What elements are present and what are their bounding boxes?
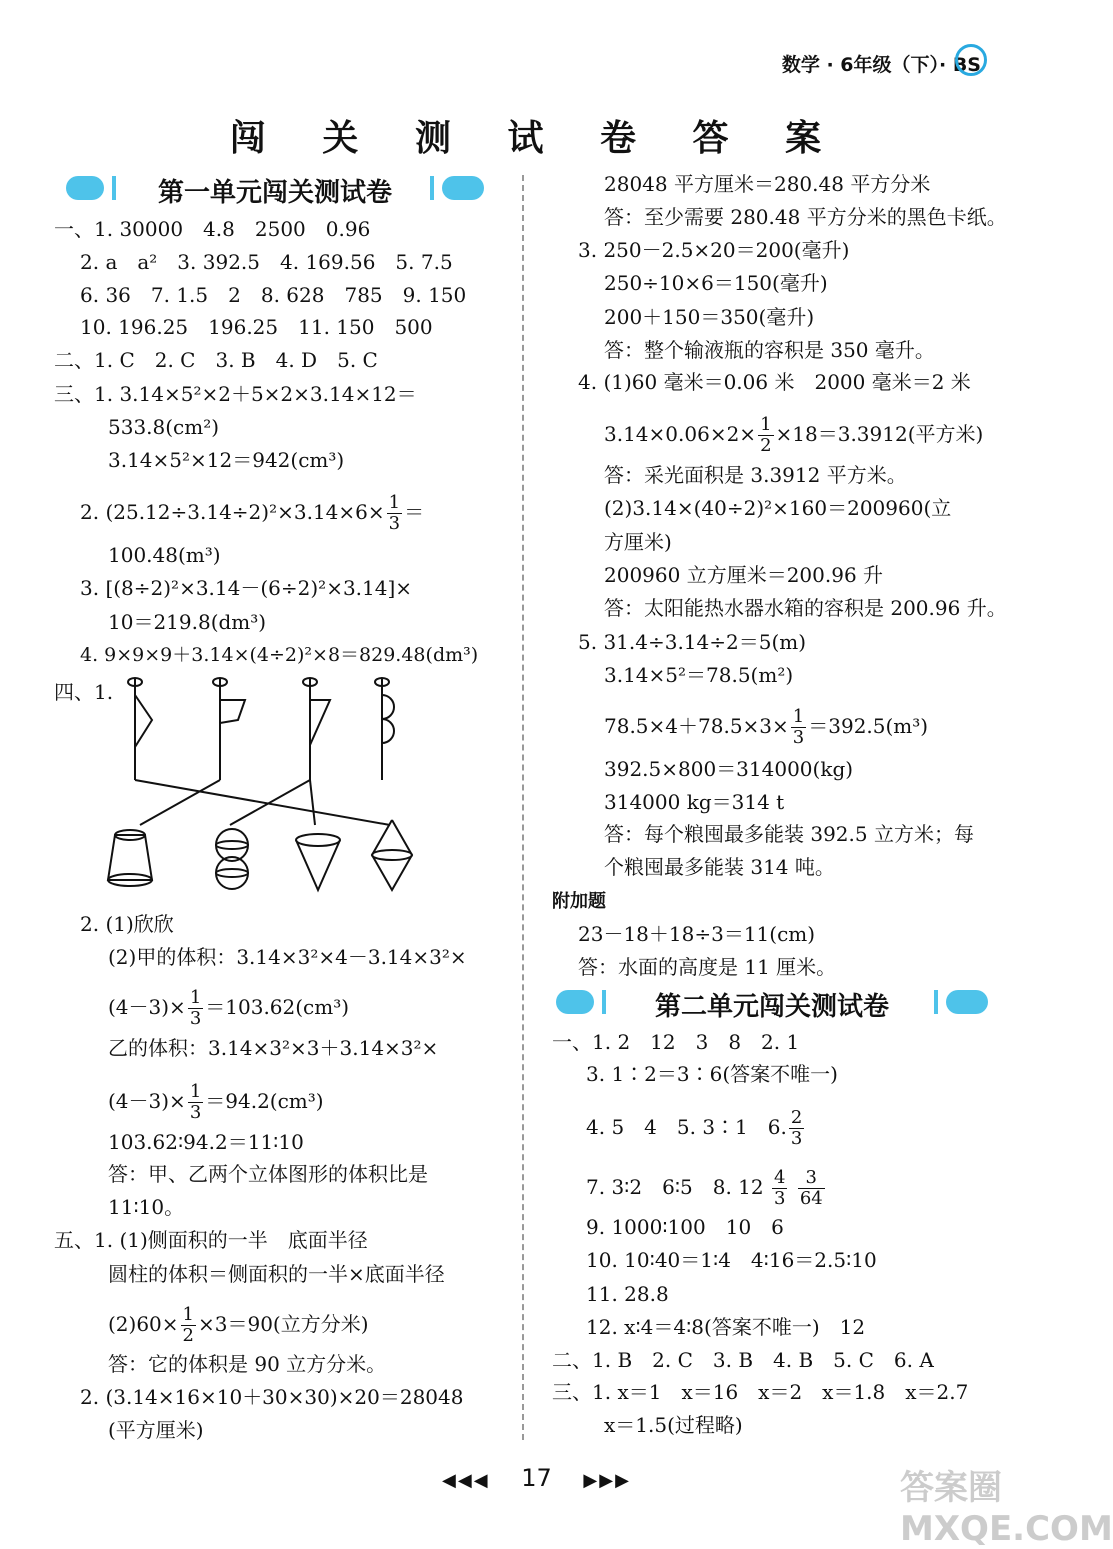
answer-line: 2. (3.14×16×10＋30×30)×20＝28048 xyxy=(80,1385,464,1409)
answer-line: 250÷10×6＝150(毫升) xyxy=(604,271,828,295)
answer-line: 答：采光面积是 3.3912 平方米。 xyxy=(604,463,907,487)
answer-line: 答：每个粮囤最多能装 392.5 立方米；每 xyxy=(604,822,974,846)
answer-line: (2)甲的体积：3.14×3²×4－3.14×3²× xyxy=(108,945,467,969)
bonus-heading: 附加题 xyxy=(552,891,606,912)
answer-line: 2. (25.12÷3.14÷2)²×3.14×6× $\frac{1}{3}$ ＝ xyxy=(80,492,425,534)
answer-line: 3. [(8÷2)²×3.14－(6÷2)²×3.14]× xyxy=(80,576,413,600)
answer-line: 23－18＋18÷3＝11(cm) xyxy=(578,922,816,946)
answer-line: 3.14×5²＝78.5(m²) xyxy=(604,663,794,687)
answer-line: 4. 9×9×9＋3.14×(4÷2)²×8＝829.48(dm³) xyxy=(80,644,479,666)
header-subject: 数学 · 6年级（下）· BS xyxy=(781,54,981,76)
prev-arrows-icon: ◀◀◀ xyxy=(442,1470,490,1491)
section-header-unit2: 第二单元闯关测试卷 xyxy=(556,986,988,1020)
answer-line: 答：整个输液瓶的容积是 350 毫升。 xyxy=(604,338,935,362)
answer-line: 103.62∶94.2＝11∶10 xyxy=(108,1130,304,1154)
answer-line: 方厘米) xyxy=(604,530,672,554)
answer-line: 314000 kg＝314 t xyxy=(604,790,785,814)
answer-line: (2)3.14×(40÷2)²×160＝200960(立 xyxy=(604,496,952,520)
shape-matching-diagram xyxy=(100,675,420,895)
fraction-one-third: $\frac{1}{3}$ xyxy=(388,492,401,534)
answer-line: 78.5×4＋78.5×3× $\frac{1}{3}$ ＝392.5(m³) xyxy=(604,706,929,748)
answer-line: 3.14×0.06×2× $\frac{1}{2}$ ×18＝3.3912(平方米) xyxy=(604,414,984,456)
answer-line: 答：太阳能热水器水箱的容积是 200.96 升。 xyxy=(604,596,1007,620)
page-number: 17 xyxy=(521,1464,552,1492)
answer-line: 12. x∶4＝4∶8(答案不唯一) 12 xyxy=(586,1315,866,1339)
answer-line: 二、1. C 2. C 3. B 4. D 5. C xyxy=(54,348,378,372)
column-divider xyxy=(522,175,524,1440)
watermark-logo: 答案圈 MXQE.COM xyxy=(900,1468,1113,1549)
answer-line: 答：甲、乙两个立体图形的体积比是 xyxy=(108,1162,428,1186)
fraction-four-thirds: $\frac{4}{3}$ xyxy=(774,1167,786,1209)
answer-line: 10. 10∶40＝1∶4 4∶16＝2.5∶10 xyxy=(586,1248,877,1272)
answer-line: 个粮囤最多能装 314 吨。 xyxy=(604,855,835,879)
answer-line: (平方厘米) xyxy=(108,1418,204,1442)
answer-line: 7. 3∶2 6∶5 8. 12 $\frac{4}{3}$ $\frac{3}{64}$ xyxy=(586,1167,823,1209)
answer-line: (2)60× $\frac{1}{2}$ ×3＝90(立方分米) xyxy=(108,1304,369,1346)
answer-line: 乙的体积：3.14×3²×3＋3.14×3²× xyxy=(108,1036,439,1060)
answer-line: 答：它的体积是 90 立方分米。 xyxy=(108,1352,387,1376)
page-title: 闯 关 测 试 卷 答 案 xyxy=(229,117,844,159)
answer-line: 9. 1000∶100 10 6 xyxy=(586,1215,784,1239)
answer-line: 100.48(m³) xyxy=(108,543,221,567)
answer-line: 28048 平方厘米＝280.48 平方分米 xyxy=(604,172,931,196)
section-header-unit1: 第一单元闯关测试卷 xyxy=(66,172,484,206)
fraction-three-sixtyfourths: $\frac{3}{64}$ xyxy=(799,1167,823,1209)
answer-line: 4. (1)60 毫米＝0.06 米 2000 毫米＝2 米 xyxy=(578,370,971,394)
answer-line: 11∶10。 xyxy=(108,1195,185,1219)
answer-line: 3. 1∶2＝3∶6(答案不唯一) xyxy=(586,1062,838,1086)
answer-line: (4－3)× $\frac{1}{3}$ ＝103.62(cm³) xyxy=(108,987,350,1029)
answer-line: 200＋150＝350(毫升) xyxy=(604,305,815,329)
answer-line: 2. a a² 3. 392.5 4. 169.56 5. 7.5 xyxy=(80,250,453,274)
answer-line: 2. (1)欣欣 xyxy=(80,912,174,936)
answer-line: 一、1. 30000 4.8 2500 0.96 xyxy=(54,217,371,241)
fraction-one-third: $\frac{1}{3}$ xyxy=(189,1081,202,1123)
answer-line: (4－3)× $\frac{1}{3}$ ＝94.2(cm³) xyxy=(108,1081,324,1123)
header-badge-icon xyxy=(955,44,987,76)
answer-line: 5. 31.4÷3.14÷2＝5(m) xyxy=(578,630,807,654)
answer-line: 圆柱的体积＝侧面积的一半×底面半径 xyxy=(108,1262,445,1286)
answer-line: 答：水面的高度是 11 厘米。 xyxy=(578,955,837,979)
answer-line: 3. 250－2.5×20＝200(毫升) xyxy=(578,238,850,262)
answer-line: 533.8(cm²) xyxy=(108,415,220,439)
fraction-one-third: $\frac{1}{3}$ xyxy=(792,706,805,748)
answer-line: 200960 立方厘米＝200.96 升 xyxy=(604,563,884,587)
answer-line: 三、1. 3.14×5²×2＋5×2×3.14×12＝ xyxy=(54,382,417,406)
fraction-one-half: $\frac{1}{2}$ xyxy=(182,1304,194,1346)
answer-line: 3.14×5²×12＝942(cm³) xyxy=(108,448,345,472)
answer-line: 10. 196.25 196.25 11. 150 500 xyxy=(80,315,433,339)
answer-line: 一、1. 2 12 3 8 2. 1 xyxy=(552,1030,800,1054)
answer-line: 三、1. x＝1 x＝16 x＝2 x＝1.8 x＝2.7 xyxy=(552,1380,969,1404)
answer-line: 4. 5 4 5. 3∶1 6. $\frac{2}{3}$ xyxy=(586,1107,803,1149)
answer-line: 11. 28.8 xyxy=(586,1282,669,1306)
answer-line: 392.5×800＝314000(kg) xyxy=(604,757,854,781)
answer-line: 10＝219.8(dm³) xyxy=(108,610,267,634)
answer-line: 答：至少需要 280.48 平方分米的黑色卡纸。 xyxy=(604,205,1007,229)
answer-line: 6. 36 7. 1.5 2 8. 628 785 9. 150 xyxy=(80,283,467,307)
answer-line: x＝1.5(过程略) xyxy=(604,1413,743,1437)
answer-line: 四、1. xyxy=(54,680,114,704)
fraction-one-half: $\frac{1}{2}$ xyxy=(760,414,772,456)
answer-line: 二、1. B 2. C 3. B 4. B 5. C 6. A xyxy=(552,1348,934,1372)
next-arrows-icon: ▶▶▶ xyxy=(583,1470,631,1491)
answer-line: 五、1. (1)侧面积的一半 底面半径 xyxy=(54,1228,368,1252)
fraction-two-thirds: $\frac{2}{3}$ xyxy=(790,1107,803,1149)
fraction-one-third: $\frac{1}{3}$ xyxy=(189,987,202,1029)
